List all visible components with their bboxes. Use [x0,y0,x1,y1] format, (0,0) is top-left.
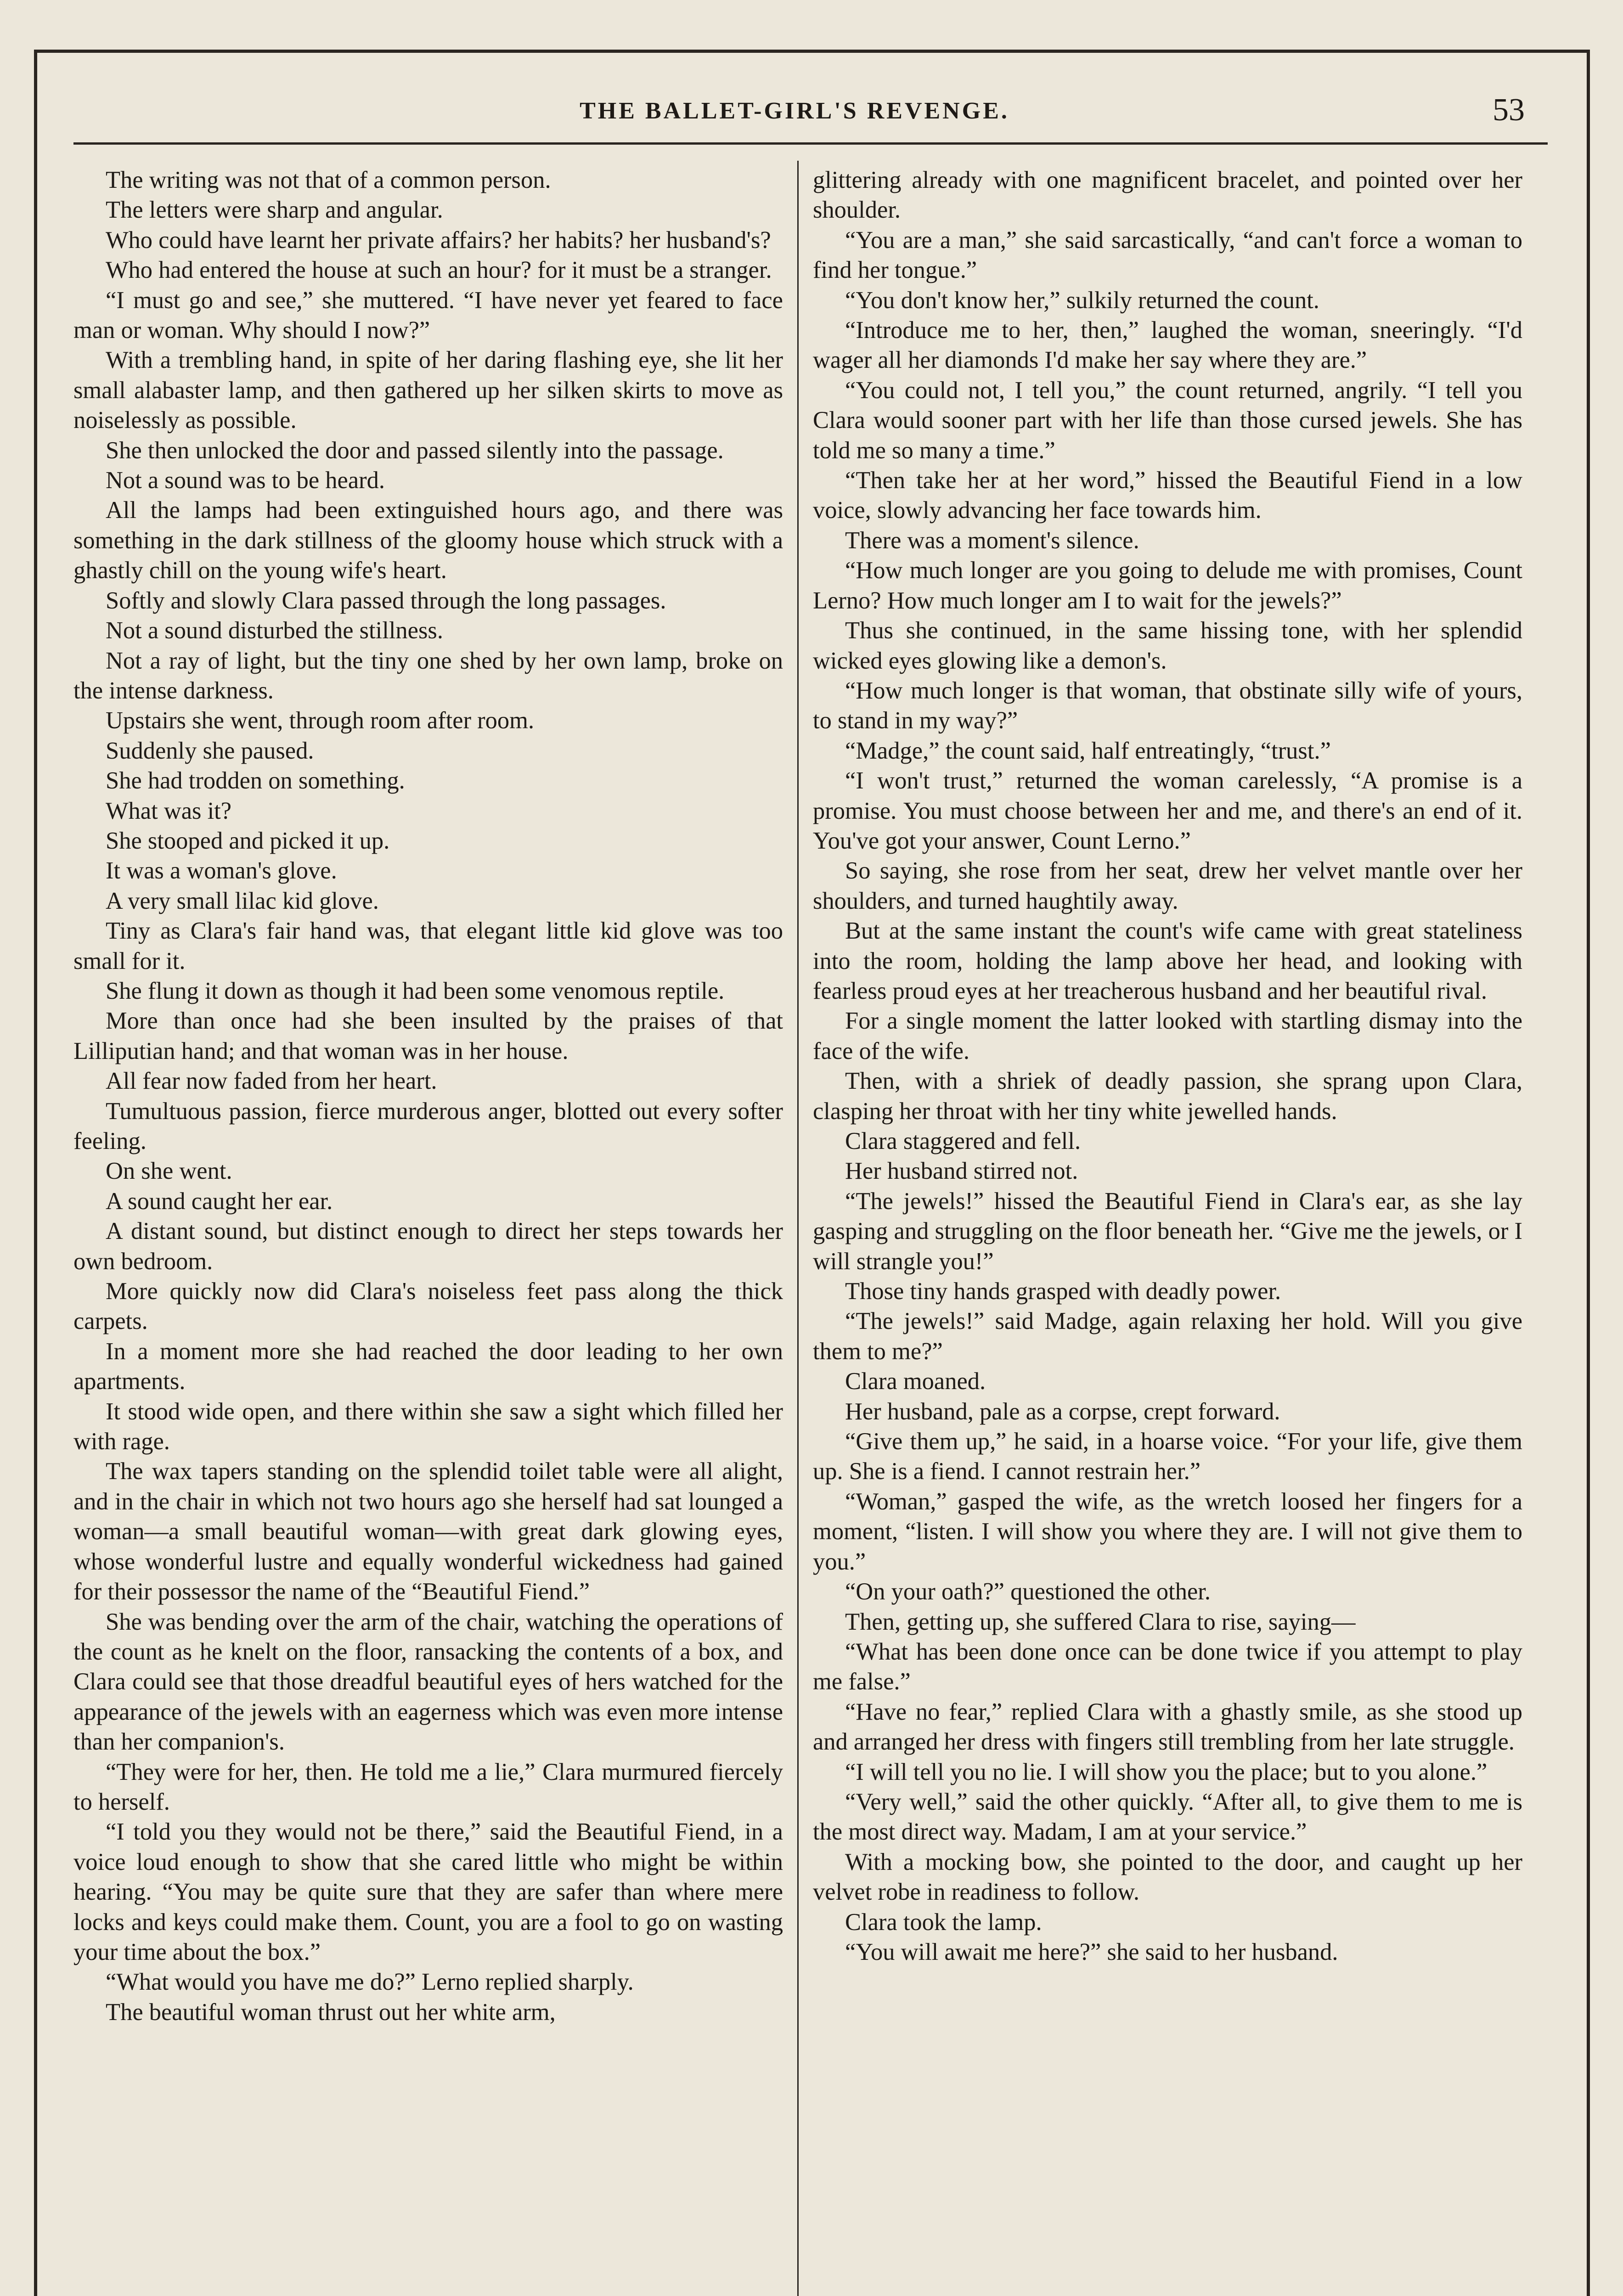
paragraph: Clara staggered and fell. [845,1128,1081,1154]
paragraph: “I will tell you no lie. I will show you the place; but to you alone.” [845,1758,1488,1785]
paragraph: “I told you they would not be there,” said the Beautiful Fiend, in a voice loud enough to show that she cared little who might be within hearing. “You may be quite sure that they are safer than where mere locks and keys could make them. Count, you are a fool to go on wasting your time about the box.” [73,1818,783,1965]
paragraph: Then, with a shriek of deadly passion, she sprang upon Clara, clasping her throat with her tiny white jewelled hands. [813,1068,1522,1125]
paragraph: In a moment more she had reached the door leading to her own apartments. [73,1338,783,1395]
paragraph: “Introduce me to her, then,” laughed the woman, sneeringly. “I'd wager all her diamonds I'd make her say where they are.” [813,317,1522,374]
paragraph: It stood wide open, and there within she saw a sight which filled her with rage. [73,1398,783,1455]
paragraph: With a mocking bow, she pointed to the door, and caught up her velvet robe in readiness to follow. [813,1848,1522,1906]
paragraph: What was it? [106,797,232,824]
paragraph: On she went. [106,1158,232,1185]
paragraph: The beautiful woman thrust out her white arm, [106,1998,556,2026]
paragraph: She flung it down as though it had been some venomous reptile. [106,977,725,1004]
paragraph: She stooped and picked it up. [106,827,390,854]
paragraph: She was bending over the arm of the chair, watching the operations of the count as he knelt on the floor, ransacking the contents of a box, and Clara could see that those dreadful beautiful eyes of hers watched for the appearance of the jewels with an eagerness which was even more intense than her companion's. [73,1608,783,1756]
paragraph: Who could have learnt her private affairs? her habits? her husband's? [106,226,771,253]
right-column [813,165,1522,1967]
running-header [0,92,1623,128]
paragraph: She then unlocked the door and passed silently into the passage. [106,437,724,464]
paragraph: Who had entered the house at such an hour? for it must be a stranger. [106,257,772,284]
paragraph: “The jewels!” hissed the Beautiful Fiend in Clara's ear, as she lay gasping and struggling on the floor beneath her. “Give me the jewels, or I will strangle you!” [813,1187,1522,1275]
paragraph: Clara moaned. [845,1368,986,1395]
paragraph: Not a sound disturbed the stillness. [106,617,443,644]
paragraph: “Woman,” gasped the wife, as the wretch loosed her fingers for a moment, “listen. I will show you where they are. I will not give them to you.” [813,1488,1522,1575]
paragraph: Softly and slowly Clara passed through the long passages. [106,587,666,614]
running-title: THE BALLET-GIRL'S REVENGE. [580,98,1009,124]
paragraph: Tiny as Clara's fair hand was, that elegant little kid glove was too small for it. [73,917,783,974]
paragraph: “Have no fear,” replied Clara with a ghastly smile, as she stood up and arranged her dress with fingers still trembling from her late struggle. [813,1698,1522,1756]
paragraph: Her husband, pale as a corpse, crept forward. [845,1398,1280,1425]
paragraph: More than once had she been insulted by the praises of that Lilliputian hand; and that woman was in her house. [73,1007,783,1064]
paragraph: “You could not, I tell you,” the count returned, angrily. “I tell you Clara would sooner part with her life than those cursed jewels. She has told me so many a time.” [813,377,1522,464]
paragraph: “You don't know her,” sulkily returned the count. [845,287,1319,314]
paragraph: A distant sound, but distinct enough to direct her steps towards her own bedroom. [73,1218,783,1275]
paragraph: “What has been done once can be done twice if you attempt to play me false.” [813,1638,1522,1695]
paragraph: Upstairs she went, through room after room. [106,707,535,734]
paragraph: “Madge,” the count said, half entreatingly, “trust.” [845,737,1331,764]
paragraph: “How much longer is that woman, that obstinate silly wife of yours, to stand in my way?” [813,677,1522,734]
paragraph: The writing was not that of a common person. [106,167,551,193]
paragraph: The wax tapers standing on the splendid toilet table were all alight, and in the chair in which not two hours ago she herself had sat lounged a woman—a small beautiful woman—with great dark glowing eyes, whose wonderful lustre and equally wonderful wickedness had gained for their possessor the name of the “Beautiful Fiend.” [73,1458,783,1605]
paragraph: Her husband stirred not. [845,1158,1078,1185]
paragraph: Thus she continued, in the same hissing tone, with her splendid wicked eyes glowing like a demon's. [813,617,1522,674]
paragraph: With a trembling hand, in spite of her daring flashing eye, she lit her small alabaster lamp, and then gathered up her silken skirts to move as noiselessly as possible. [73,347,783,434]
paragraph: All the lamps had been extinguished hours ago, and there was something in the dark stillness of the gloomy house which struck with a ghastly chill on the young wife's heart. [73,497,783,584]
paragraph: Then, getting up, she suffered Clara to rise, saying— [845,1608,1356,1635]
paragraph: “The jewels!” said Madge, again relaxing her hold. Will you give them to me?” [813,1308,1522,1365]
paragraph: “Very well,” said the other quickly. “After all, to give them to me is the most direct way. Madam, I am at your service.” [813,1788,1522,1846]
paragraph: The letters were sharp and angular. [106,197,443,224]
paragraph: “How much longer are you going to delude me with promises, Count Lerno? How much longer am I to wait for the jewels?” [813,557,1522,614]
paragraph: For a single moment the latter looked with startling dismay into the face of the wife. [813,1007,1522,1064]
paragraph: Suddenly she paused. [106,737,314,764]
paragraph: “Then take her at her word,” hissed the Beautiful Fiend in a low voice, slowly advancing her face towards him. [813,467,1522,524]
paragraph: Tumultuous passion, fierce murderous anger, blotted out every softer feeling. [73,1097,783,1154]
paragraph: “You will await me here?” she said to her husband. [845,1938,1338,1965]
paragraph: Not a ray of light, but the tiny one shed by her own lamp, broke on the intense darkness. [73,647,783,704]
paragraph: It was a woman's glove. [106,857,337,884]
paragraph: So saying, she rose from her seat, drew her velvet mantle over her shoulders, and turned haughtily away. [813,857,1522,914]
paragraph: But at the same instant the count's wife came with great stateliness into the room, holding the lamp above her head, and looking with fearless proud eyes at her treacherous husband and her beautiful rival. [813,917,1522,1004]
paragraph: “They were for her, then. He told me a lie,” Clara murmured fiercely to herself. [73,1758,783,1815]
paragraph: Those tiny hands grasped with deadly power. [845,1278,1281,1305]
paragraph: Clara took the lamp. [845,1908,1042,1936]
paragraph: “On your oath?” questioned the other. [845,1578,1211,1605]
paragraph: Not a sound was to be heard. [106,467,385,494]
page-number: 53 [1493,92,1525,128]
left-column [73,165,783,2027]
paragraph: A very small lilac kid glove. [106,887,379,914]
header-rule [73,142,1548,145]
paragraph: “What would you have me do?” Lerno replied sharply. [106,1969,634,1996]
paragraph: She had trodden on something. [106,767,405,794]
paragraph: “I must go and see,” she muttered. “I have never yet feared to face man or woman. Why should I now?” [73,287,783,344]
paragraph: A sound caught her ear. [106,1187,333,1215]
paragraph: glittering already with one magnificent bracelet, and pointed over her shoulder. [813,167,1522,224]
paragraph: More quickly now did Clara's noiseless feet pass along the thick carpets. [73,1278,783,1335]
paragraph: “I won't trust,” returned the woman carelessly, “A promise is a promise. You must choose between her and me, and there's an end of it. You've got your answer, Count Lerno.” [813,767,1522,854]
column-divider [797,161,799,2296]
paragraph: There was a moment's silence. [845,527,1139,554]
paragraph: “You are a man,” she said sarcastically, “and can't force a woman to find her tongue.” [813,226,1522,284]
paragraph: “Give them up,” he said, in a hoarse voice. “For your life, give them up. She is a fiend. I cannot restrain her.” [813,1428,1522,1485]
paragraph: All fear now faded from her heart. [106,1068,437,1095]
